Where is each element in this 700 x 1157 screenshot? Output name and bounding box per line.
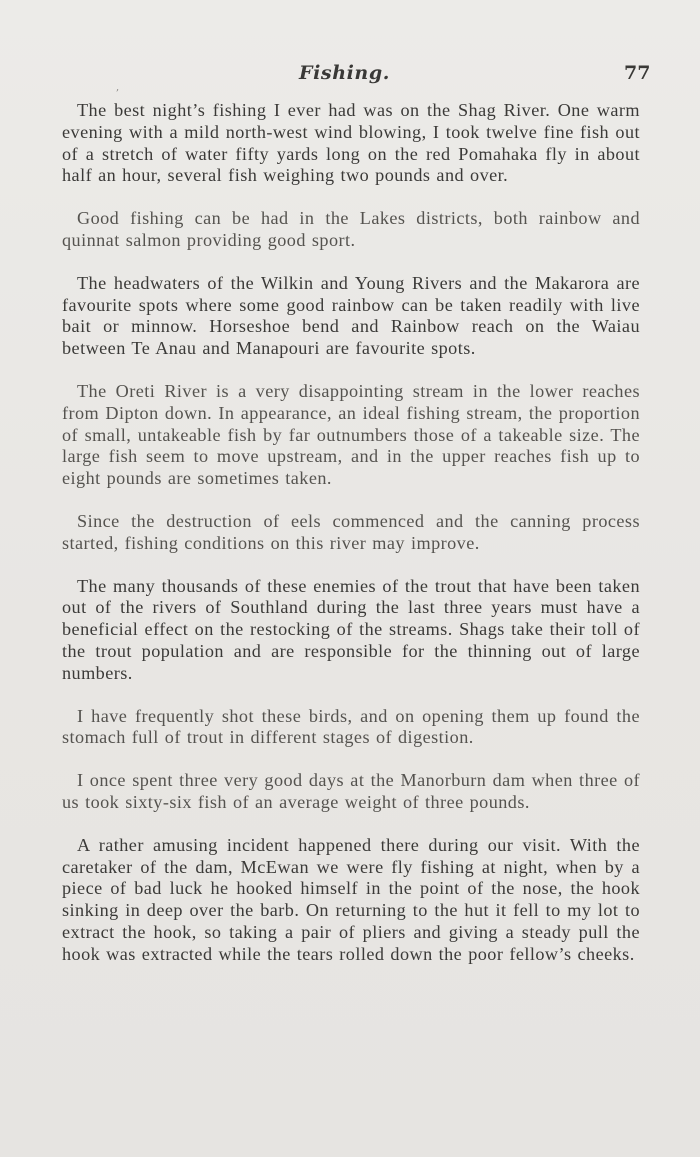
running-title: Fishing. [299,62,390,84]
paragraph-shot-birds: I have frequently shot these birds, and on opening them up found the stomach full of trout in different stages of digestion. [62,705,640,748]
page-header [0,62,700,92]
ink-speck-icon: , [116,82,120,93]
paragraph-oreti-river: The Oreti River is a very disappointing stream in the lower reaches from Dipton down. In appearance, an ideal fishing stream, the proportion of small, untakeable fish by far outnumbers those of a takeable size. The large fish seem to move upstream, and in the upper reaches fish up to eight pounds are sometimes taken. [62,380,640,489]
paragraph-amusing-incident: A rather amusing incident happened there during our visit. With the caretaker of the dam, McEwan we were fly fishing at night, when by a piece of bad luck he hooked himself in the point of the nose, the hook sinking in deep over the barb. On returning to the hut it fell to my lot to extract the hook, so taking a pair of pliers and giving a steady pull the hook was extracted while the tears rolled down the poor fellow’s cheeks. [62,834,640,964]
paragraph-headwaters: The headwaters of the Wilkin and Young Rivers and the Makarora are favourite spots where some good rainbow can be taken readily with live bait or minnow. Horseshoe bend and Rainbow reach on the Waiau between Te Anau and Manapouri are favourite spots. [62,272,640,359]
page-number: 77 [624,62,651,84]
paragraph-lakes-districts: Good fishing can be had in the Lakes districts, both rainbow and quinnat salmon providing good sport. [62,208,640,250]
paragraph-trout-enemies: The many thousands of these enemies of the trout that have been taken out of the rivers of Southland during the last three years must have a beneficial effect on the restocking of the streams. Shags take their toll of the trout population and are responsible for the thinning out of large numbers. [62,575,640,683]
paragraph-manorburn-dam: I once spent three very good days at the Manorburn dam when three of us took sixty-six fish of an average weight of three pounds. [62,770,640,812]
paragraph-eel-destruction: Since the destruction of eels commenced and the canning process started, fishing conditions on this river may improve. [62,510,640,553]
text-body [62,100,640,987]
paragraph-shag-river: The best night’s fishing I ever had was on the Shag River. One warm evening with a mild north-west wind blowing, I took twelve fine fish out of a stretch of water fifty yards long on the red Pomahaka fly in about half an hour, several fish weighing two pounds and over. [62,100,640,186]
